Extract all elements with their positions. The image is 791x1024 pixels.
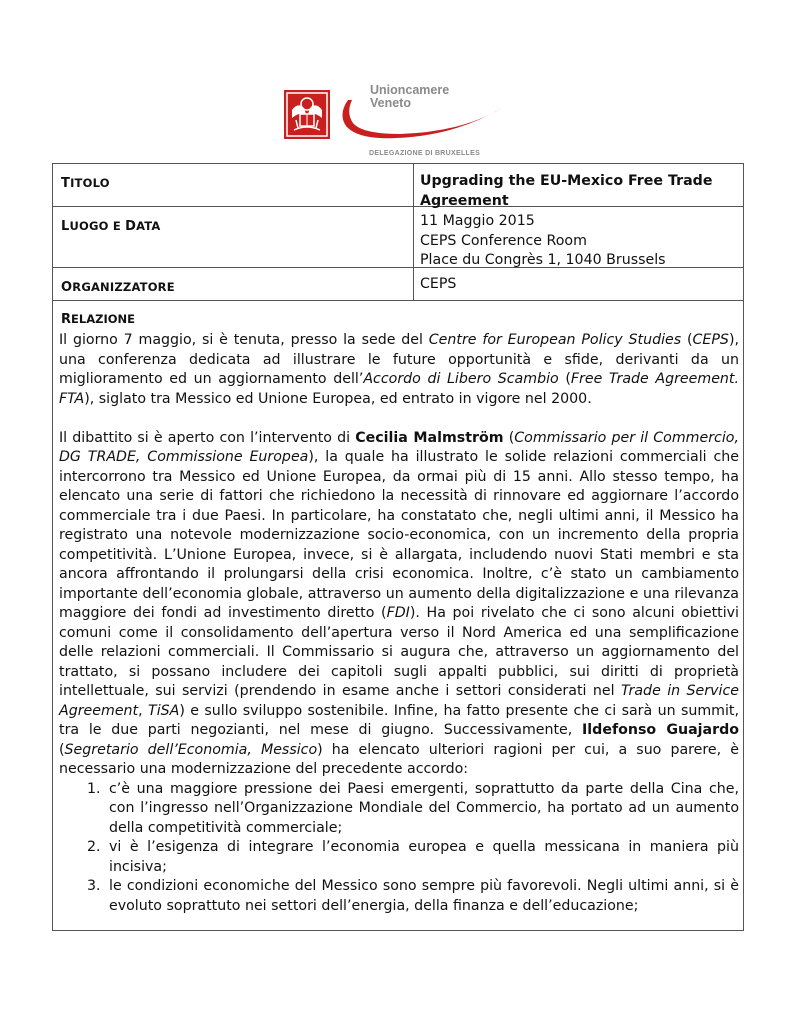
- logo-name-line2: Veneto: [370, 96, 411, 110]
- row-titolo: [53, 164, 743, 207]
- luogo-data-label: LUOGO E DATA: [61, 219, 161, 234]
- paragraph-1: Il giorno 7 maggio, si è tenuta, presso la sede del Centre for European Policy Studies (CEPS), una conferenza dedicata ad illustrare le future opportunità e sfide, derivanti da un miglioramento ed un aggiornamento dell’Accordo di Libero Scambio (Free Trade Agreement. FTA), siglato tra Messico ed Unione Europea, ed entrato in vigore nel 2000.: [59, 332, 739, 407]
- logo-swoosh-icon: [336, 96, 506, 142]
- date-value: 11 Maggio 2015: [420, 213, 535, 229]
- reasons-list: [59, 780, 739, 917]
- row-luogo-data: [53, 207, 743, 268]
- organizzatore-label: ORGANIZZATORE: [61, 280, 175, 295]
- organizzatore-value: CEPS: [420, 276, 457, 292]
- relazione-label: RELAZIONE: [61, 312, 135, 327]
- list-item: 3. le condizioni economiche del Messico sono sempre più favorevoli. Negli ultimi anni, si è evoluto soprattuto nei settori dell’energia, della finanza e dell’educazione;: [105, 877, 739, 916]
- logo-name-line1: Unioncamere: [370, 83, 450, 97]
- paragraph-2: Il dibattito si è aperto con l’intervento di Cecilia Malmström (Commissario per il Commercio, DG TRADE, Commissione Europea), la quale ha illustrato le solide relazioni commerciali che intercorrono tra Messico ed Unione Europea, da ormai più di 15 anni. Allo stesso tempo, ha elencato una serie di fattori che richiedono la necessità di rinnovare ed aggiornare l’accordo commerciale tra i due Paesi. In particolare, ha constatato che, negli ultimi anni, il Messico ha registrato una notevole modernizzazione socio-economica, con un incremento della propria competitività. L’Unione Europea, invece, si è allargata, includendo nuovi Stati membri e sta ancora affrontando il prolungarsi della crisi economica. Inoltre, c’è stato un cambiamento importante dell’economia globale, attraverso un aumento della digitalizzazione e una rilevanza maggiore dei fondi ad investimento diretto (FDI). Ha poi rivelato che ci sono alcuni obiettivi comuni come il consolidamento dell’apertura verso il Nord America ed una semplificazione delle relazioni commerciali. Il Commissario si augura che, attraverso un aggiornamento del trattato, si possano includere dei capitoli sugli appalti pubblici, sui diritti di proprietà intellettuale, sui servizi (prendendo in esame anche i settori considerati nel Trade in Service Agreement, TiSA) e sullo sviluppo sostenibile. Infine, ha fatto presente che ci sarà un summit, tra le due parti negozianti, nel mese di giugno. Successivamente, Ildefonso Guajardo (Segretario dell’Economia, Messico) ha elencato ulteriori ragioni per cui, a suo parere, è necessario una modernizzazione del precedente accordo:: [59, 429, 739, 777]
- titolo-label: TITOLO: [61, 176, 110, 191]
- titolo-value: Upgrading the EU-Mexico Free Trade Agreement: [420, 173, 713, 209]
- letterhead: [0, 0, 791, 160]
- venue-value: CEPS Conference Room: [420, 232, 587, 249]
- row-organizzatore: [53, 268, 743, 301]
- list-item: 1. c’è una maggiore pressione dei Paesi emergenti, soprattutto da parte della Cina che, con l’ingresso nell’Organizzazione Mondiale del Commercio, ha portato ad un aumento della competitività commerciale;: [105, 780, 739, 839]
- relazione-body: [59, 331, 739, 916]
- address-value: Place du Congrès 1, 1040 Brussels: [420, 252, 666, 268]
- event-report-table: [52, 163, 744, 931]
- logo-subtitle: DELEGAZIONE DI BRUXELLES: [369, 150, 481, 157]
- list-item: 2. vi è l’esigenza di integrare l’economia europea e quella messicana in maniera più incisiva;: [105, 838, 739, 877]
- lion-of-st-mark-logo-icon: [284, 90, 330, 139]
